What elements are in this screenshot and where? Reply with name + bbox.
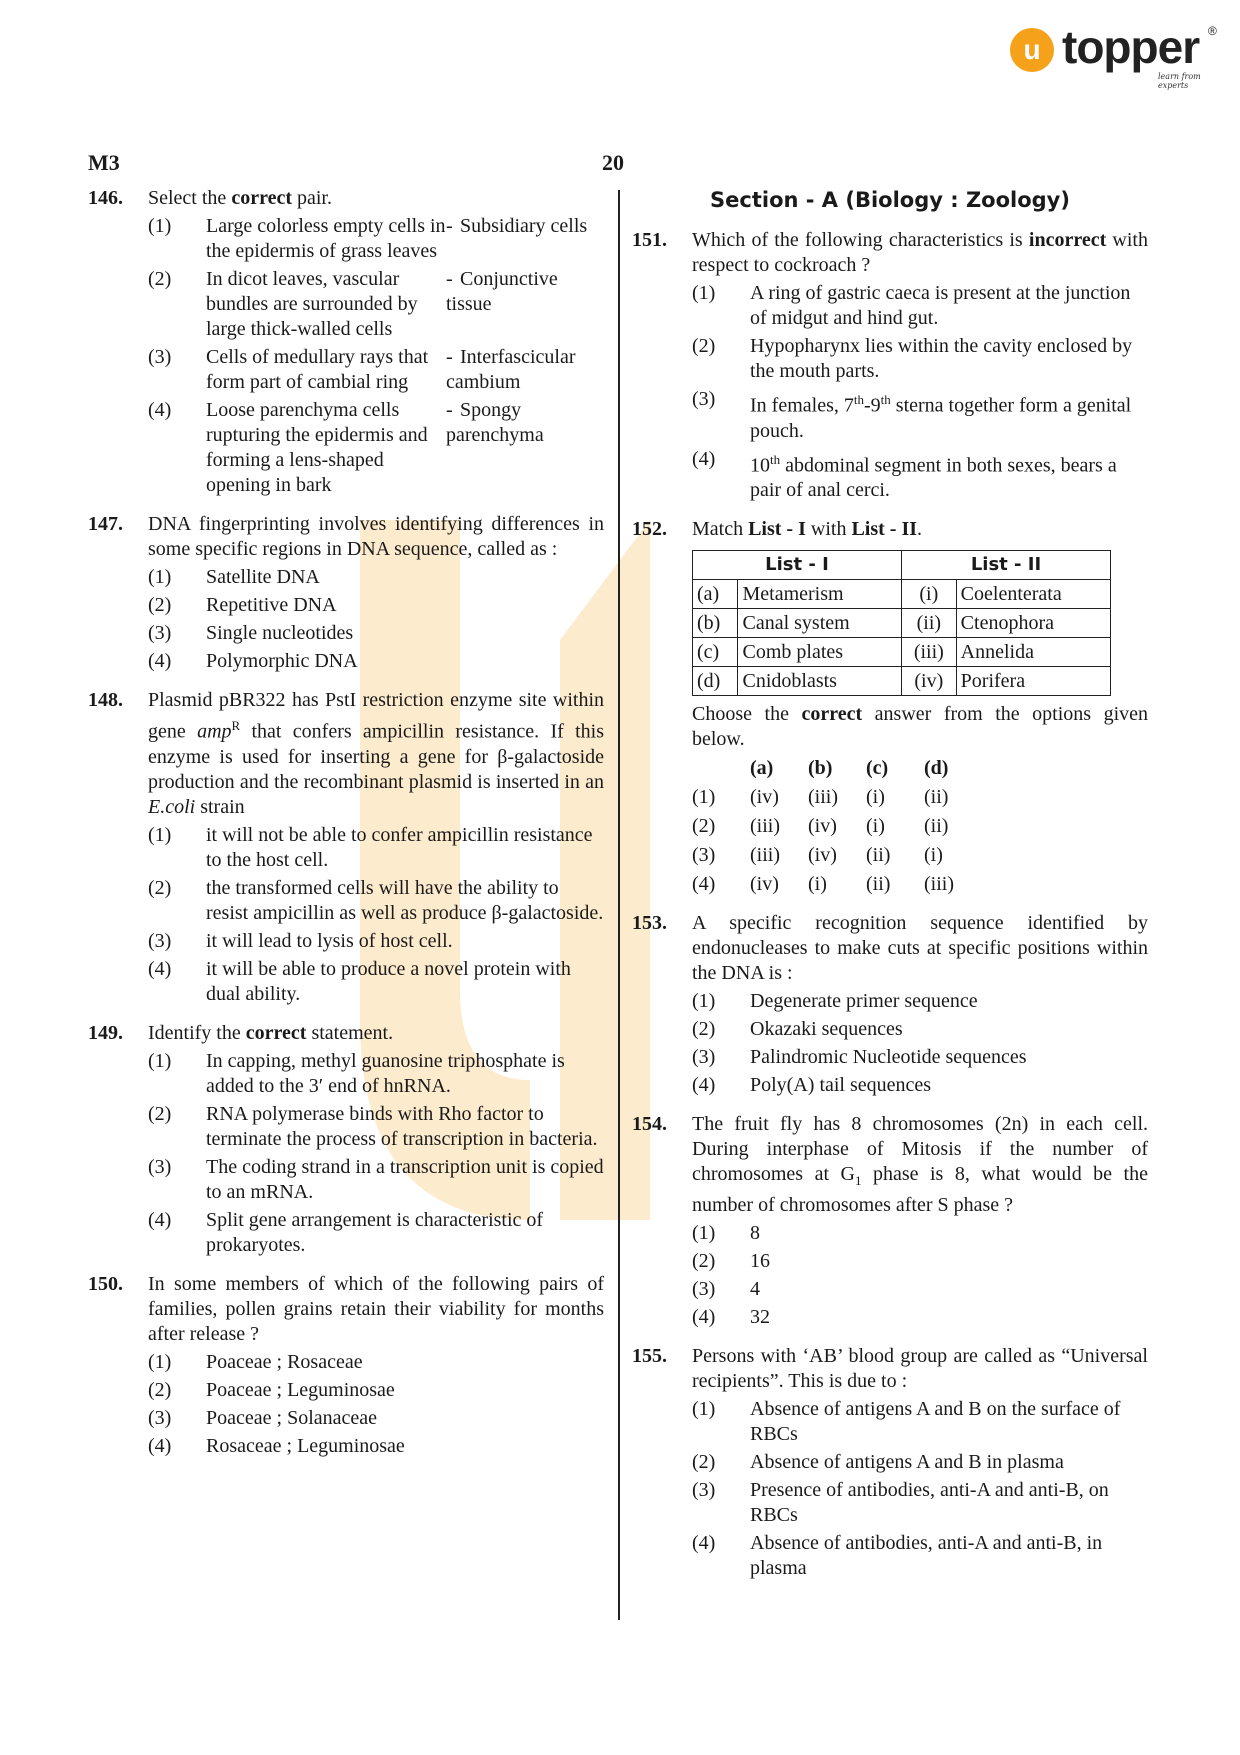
option-text: Polymorphic DNA: [206, 650, 358, 672]
option-number: (4): [148, 650, 172, 672]
answer-cell: (iii): [808, 786, 838, 809]
option-2: [148, 1378, 604, 1403]
text: .: [917, 518, 923, 541]
pair-item: Large colorless empty cells in the epidermis of grass leaves: [206, 215, 446, 262]
option-4: [692, 1073, 1148, 1098]
text: strain: [195, 795, 245, 818]
question-text: A specific recognition sequence identified by endonucleases to make cuts at specific positions within the DNA is :: [692, 912, 1148, 985]
option-number: (2): [148, 876, 172, 899]
option-1: [692, 281, 1148, 331]
option-number: (1): [692, 1398, 716, 1421]
option-1: [148, 823, 604, 873]
question-text: [148, 688, 604, 820]
section-title: Section - A (Biology : Zoology): [710, 188, 1070, 212]
option-1: [692, 1397, 1148, 1447]
text: sterna together form a genital pouch.: [750, 394, 1132, 442]
cell: Annelida: [956, 638, 1110, 667]
topper-logo: [1010, 21, 1220, 90]
answer-cell: (ii): [924, 786, 949, 809]
left-column: [88, 186, 604, 1473]
question-number: 154.: [632, 1113, 667, 1136]
column-header: (d): [924, 757, 949, 780]
option-number: (3): [148, 1406, 172, 1429]
option-3: [692, 1277, 1148, 1302]
option-text: Absence of antigens A and B in plasma: [750, 1451, 1064, 1474]
cell: (b): [693, 609, 738, 638]
pair-item: Cells of medullary rays that form part of cambial ring: [206, 346, 429, 393]
option-number: (1): [148, 1350, 172, 1373]
answer-grid: [692, 756, 1148, 897]
option-text: Single nucleotides: [206, 622, 354, 644]
option-4: [148, 1208, 604, 1258]
option-text: Rosaceae ; Leguminosae: [206, 1434, 405, 1457]
question-number: 155.: [632, 1345, 667, 1368]
pair-match: Interfascicular cambium: [446, 346, 576, 393]
option-2: [148, 1102, 604, 1152]
answer-cell: (i): [808, 873, 827, 896]
option-number: (1): [148, 1049, 172, 1072]
option-number: (2): [148, 594, 172, 616]
cell: Metamerism: [738, 580, 902, 609]
paper-code: M3: [88, 150, 120, 175]
option-number: (3): [148, 929, 172, 952]
option-text: RNA polymerase binds with Rho factor to terminate the process of transcription in bacteria.: [206, 1102, 598, 1150]
text: pair.: [292, 187, 332, 209]
pair-match: Conjunctive tissue: [446, 268, 558, 315]
pair-match: Subsidiary cells: [460, 215, 588, 237]
cell: Cnidoblasts: [738, 667, 902, 696]
option-text: Hypopharynx lies within the cavity enclosed by the mouth parts.: [750, 335, 1133, 382]
option-number: (4): [692, 1532, 716, 1555]
cell: (i): [902, 580, 957, 609]
column-divider: [618, 190, 620, 1620]
answer-cell: (iv): [750, 873, 779, 896]
pair-item: Loose parenchyma cells rupturing the epidermis and forming a lens-shaped opening in bark: [206, 399, 428, 496]
list-2-header: List - II: [902, 551, 1111, 580]
option-text: 16: [750, 1250, 770, 1273]
option-number: (1): [692, 282, 716, 304]
option-1: [148, 565, 604, 590]
option-2: [692, 1450, 1148, 1475]
answer-cell: (iv): [808, 844, 837, 867]
pair-match: Spongy parenchyma: [446, 399, 544, 446]
option-number: (2): [148, 1378, 172, 1401]
option-1: [692, 989, 1148, 1014]
text: with: [805, 518, 852, 541]
question-152: [632, 517, 1148, 897]
cell: (d): [693, 667, 738, 696]
option-4: [148, 957, 604, 1007]
table-row: [693, 609, 1111, 638]
option-3: [148, 621, 604, 646]
option-number: (2): [692, 815, 716, 838]
instruction-text: [692, 702, 1148, 752]
emphasis: correct: [801, 703, 863, 726]
column-header: (c): [866, 757, 889, 780]
option-number: (3): [692, 388, 716, 410]
option-number: (2): [692, 1018, 716, 1041]
question-text: In some members of which of the following pairs of families, pollen grains retain their viability for months after release ?: [148, 1272, 604, 1345]
answer-cell: (iii): [924, 873, 954, 896]
option-4: [692, 447, 1148, 504]
emphasis: List - II: [851, 518, 918, 541]
option-3: [692, 1478, 1148, 1528]
option-text: Satellite DNA: [206, 566, 320, 588]
question-154: [632, 1112, 1148, 1330]
option-number: (4): [692, 1074, 716, 1097]
pair-item: In dicot leaves, vascular bundles are surrounded by large thick-walled cells: [206, 268, 418, 340]
emphasis: incorrect: [1028, 229, 1107, 251]
table-row: [693, 580, 1111, 609]
text: phase is 8, what would be the number of chromosomes after S phase ?: [692, 1163, 1148, 1217]
option-number: (3): [692, 844, 716, 867]
text: with respect to cockroach ?: [692, 229, 1148, 276]
option-number: (4): [148, 957, 172, 980]
option-text: the transformed cells will have the ability to resist ampicillin as well as produce β-galactoside.: [206, 876, 604, 924]
question-number: 148.: [88, 689, 123, 711]
question-number: 152.: [632, 518, 667, 541]
list-1-header: List - I: [693, 551, 902, 580]
option-number: (1): [148, 215, 172, 237]
question-149: [88, 1021, 604, 1258]
option-2: [692, 1249, 1148, 1274]
text: answer from the options given below.: [692, 703, 1149, 751]
question-text: [148, 186, 604, 211]
answer-cell: (i): [866, 786, 885, 809]
question-number: 146.: [88, 187, 123, 209]
option-2: [148, 593, 604, 618]
option-text: Absence of antigens A and B on the surface of RBCs: [750, 1398, 1121, 1446]
answer-cell: (iii): [750, 815, 780, 838]
option-4: [692, 1305, 1148, 1330]
gene-name: amp: [197, 720, 232, 743]
emphasis: correct: [231, 187, 292, 209]
option-text: Okazaki sequences: [750, 1018, 903, 1041]
option-text: A ring of gastric caeca is present at the junction of midgut and hind gut.: [750, 282, 1131, 329]
option-3: [148, 929, 604, 954]
text: Choose the: [692, 703, 802, 726]
emphasis: correct: [245, 1021, 307, 1044]
table-row: [693, 638, 1111, 667]
option-number: (1): [692, 1222, 716, 1245]
question-number: 153.: [632, 912, 667, 935]
question-151: [632, 228, 1148, 503]
question-number: 147.: [88, 513, 123, 535]
text: Match: [692, 518, 749, 541]
question-number: 150.: [88, 1272, 123, 1295]
option-number: (3): [692, 1479, 716, 1502]
text: Plasmid pBR322 has PstI restriction enzyme site within gene: [148, 689, 604, 743]
question-text: [692, 1112, 1148, 1218]
option-3: [148, 1155, 604, 1205]
option-3: [148, 1406, 604, 1431]
grid-blank: [692, 756, 750, 781]
cell: (ii): [902, 609, 957, 638]
option-text: The coding strand in a transcription unit is copied to an mRNA.: [206, 1155, 604, 1203]
match-table: [692, 550, 1111, 696]
option-2: [692, 1017, 1148, 1042]
option-text: [750, 447, 1148, 504]
option-number: (2): [692, 1451, 716, 1474]
option-text: it will be able to produce a novel protein with dual ability.: [206, 957, 571, 1005]
superscript: R: [231, 718, 241, 733]
answer-cell: (iii): [750, 844, 780, 867]
option-number: (3): [692, 1278, 716, 1301]
question-text: [148, 1021, 604, 1046]
option-number: (1): [148, 823, 172, 846]
answer-cell: (i): [866, 815, 885, 838]
option-number: (4): [148, 1434, 172, 1457]
cell: (a): [693, 580, 738, 609]
answer-cell: (iv): [750, 786, 779, 809]
question-147: [88, 512, 604, 674]
option-number: (1): [692, 786, 716, 809]
cell: Comb plates: [738, 638, 902, 667]
option-2: [692, 334, 1148, 384]
option-2: [148, 876, 604, 926]
option-number: (3): [692, 1046, 716, 1069]
option-text: Absence of antibodies, anti-A and anti-B, in plasma: [750, 1532, 1103, 1580]
cell: Porifera: [956, 667, 1110, 696]
option-1: [148, 1350, 604, 1375]
option-number: (2): [148, 268, 172, 290]
option-text: In capping, methyl guanosine triphosphate is added to the 3′ end of hnRNA.: [206, 1049, 565, 1097]
text: abdominal segment in both sexes, bears a pair of anal cerci.: [750, 454, 1117, 502]
option-number: (2): [692, 1250, 716, 1273]
option-number: (3): [148, 346, 172, 368]
column-header: (a): [750, 757, 774, 780]
option-4: [692, 1531, 1148, 1581]
option-number: (4): [148, 399, 172, 421]
subscript: 1: [854, 1173, 862, 1189]
text: -9: [863, 394, 881, 417]
option-text: 32: [750, 1306, 770, 1329]
superscript: th: [853, 392, 864, 407]
answer-cell: (ii): [866, 844, 891, 867]
question-text: [692, 228, 1148, 278]
option-text: 4: [750, 1278, 760, 1301]
text: 10: [750, 454, 770, 477]
option-number: (2): [692, 335, 716, 357]
question-text: DNA fingerprinting involves identifying differences in some specific regions in DNA sequence, called as :: [148, 513, 604, 560]
answer-cell: (ii): [866, 873, 891, 896]
option-text: [750, 387, 1148, 444]
table-header-row: [693, 551, 1111, 580]
option-text: it will not be able to confer ampicillin resistance to the host cell.: [206, 823, 593, 871]
option-number: (1): [692, 990, 716, 1013]
text: that confers ampicillin resistance. If this enzyme is used for inserting a gene for β-galactoside production and the recombinant plasmid is inserted in an: [148, 720, 604, 793]
right-column: [632, 186, 1148, 1595]
text: Which of the following characteristics is: [692, 229, 1029, 251]
option-text: Poaceae ; Solanaceae: [206, 1406, 378, 1429]
question-148: [88, 688, 604, 1007]
option-number: (2): [148, 1102, 172, 1125]
option-3: [692, 387, 1148, 444]
option-3: (3) Cells of medullary rays that form part of cambial ring - Interfascicular cambium: [148, 346, 576, 393]
answer-cell: (ii): [924, 815, 949, 838]
question-146: [88, 186, 604, 498]
option-text: Repetitive DNA: [206, 594, 337, 616]
option-number: (3): [148, 1155, 172, 1178]
option-4: (4) Loose parenchyma cells rupturing the epidermis and forming a lens-shaped opening in bark - Spongy parenchyma: [148, 399, 544, 496]
option-text: Poly(A) tail sequences: [750, 1074, 932, 1097]
organism-name: E.coli: [148, 795, 196, 818]
superscript: th: [880, 392, 891, 407]
text: In females, 7: [750, 394, 854, 417]
logo-registered-mark: ®: [1208, 24, 1217, 38]
page-number: 20: [602, 150, 624, 175]
option-text: Degenerate primer sequence: [750, 990, 978, 1013]
cell: (iv): [902, 667, 957, 696]
option-number: (3): [148, 622, 172, 644]
option-number: (4): [692, 447, 716, 470]
text: Identify the: [148, 1021, 246, 1044]
option-number: (4): [692, 1306, 716, 1329]
cell: (iii): [902, 638, 957, 667]
option-4: [148, 1434, 604, 1459]
option-1: (1) Large colorless empty cells in the epidermis of grass leaves - Subsidiary cells: [148, 215, 588, 262]
option-number: (4): [148, 1208, 172, 1231]
column-header: (b): [808, 757, 833, 780]
question-text: Persons with ‘AB’ blood group are called as “Universal recipients”. This is due to :: [692, 1345, 1148, 1393]
question-153: [632, 911, 1148, 1098]
option-text: Poaceae ; Leguminosae: [206, 1378, 395, 1401]
question-text: [692, 517, 1148, 542]
option-1: [692, 1221, 1148, 1246]
option-text: Palindromic Nucleotide sequences: [750, 1046, 1027, 1069]
superscript: th: [770, 451, 781, 467]
option-number: (1): [148, 566, 172, 588]
text: Select the: [148, 187, 232, 209]
option-3: [692, 1045, 1148, 1070]
question-155: [632, 1344, 1148, 1581]
logo-wordmark: topper: [1062, 21, 1200, 73]
emphasis: List - I: [748, 518, 806, 541]
option-text: it will lead to lysis of host cell.: [206, 929, 453, 952]
answer-cell: (iv): [808, 815, 837, 838]
answer-cell: (i): [924, 844, 943, 867]
text: The fruit fly has 8 chromosomes (2n) in each cell. During interphase of Mitosis if the number of chromosomes at G: [692, 1113, 1148, 1186]
cell: (c): [693, 638, 738, 667]
option-number: (4): [692, 873, 716, 896]
option-text: Poaceae ; Rosaceae: [206, 1350, 363, 1373]
option-text: Split gene arrangement is characteristic of prokaryotes.: [206, 1208, 544, 1256]
logo-tagline: learn from experts: [1158, 72, 1201, 90]
logo-u-icon: u: [1010, 28, 1054, 72]
option-text: Presence of antibodies, anti-A and anti-B, on RBCs: [750, 1479, 1109, 1527]
option-4: [148, 649, 604, 674]
text: statement.: [306, 1021, 394, 1044]
table-row: [693, 667, 1111, 696]
option-text: 8: [750, 1222, 760, 1245]
cell: Ctenophora: [956, 609, 1110, 638]
question-number: 151.: [632, 229, 667, 251]
question-150: [88, 1272, 604, 1459]
option-1: [148, 1049, 604, 1099]
cell: Canal system: [738, 609, 902, 638]
option-2: (2) In dicot leaves, vascular bundles are surrounded by large thick-walled cells - Conjunctive tissue: [148, 268, 558, 340]
cell: Coelenterata: [956, 580, 1110, 609]
question-number: 149.: [88, 1021, 123, 1044]
